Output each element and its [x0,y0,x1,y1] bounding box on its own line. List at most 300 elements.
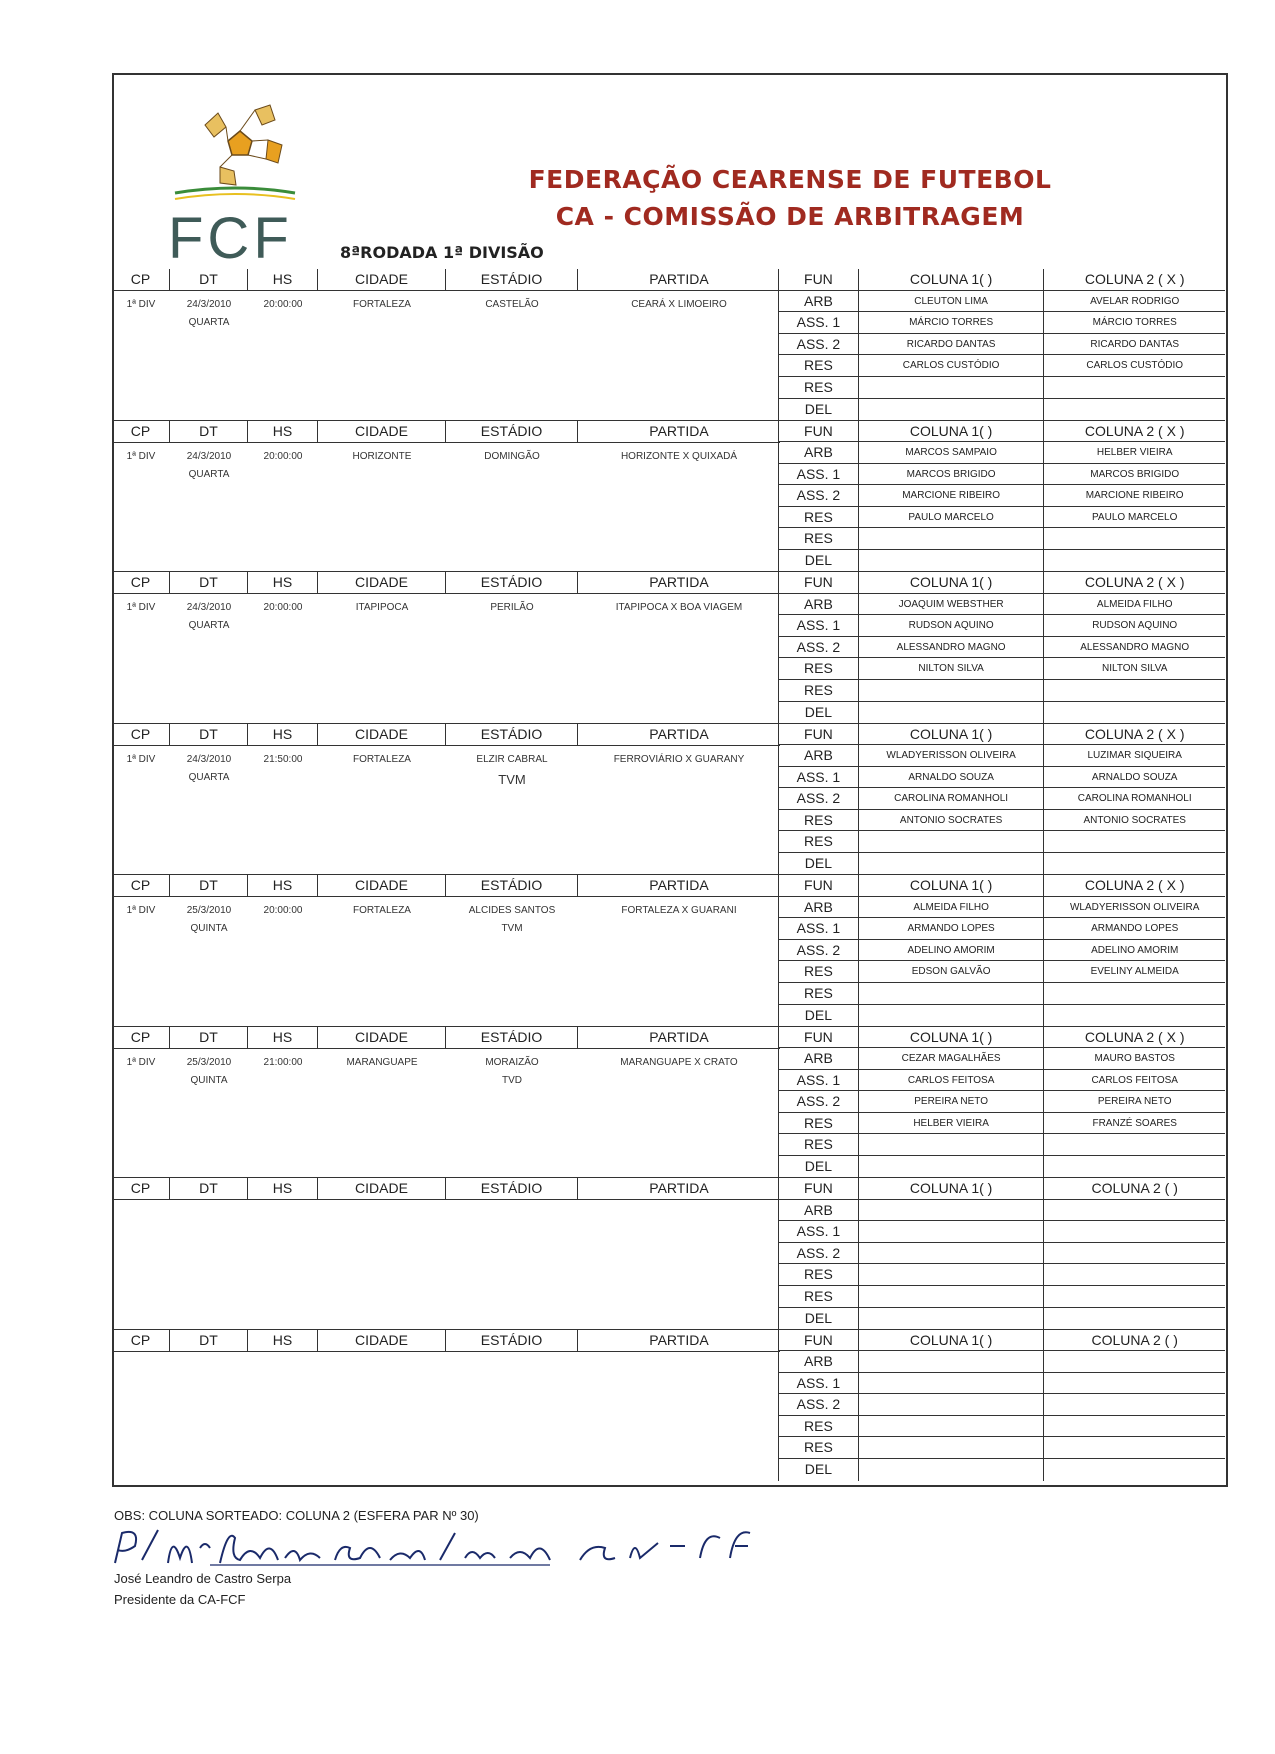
header-cp: CP [112,1330,170,1351]
header-fun: FUN [779,1330,859,1351]
header-coluna-1: COLUNA 1( ) [859,1330,1045,1351]
match-stadium: ALCIDES SANTOS [468,905,556,916]
match-header-row [112,1178,780,1200]
header-partida: PARTIDA [649,1180,709,1196]
header-coluna-2: COLUNA 2 ( X ) [1084,422,1185,439]
match-header-row [112,421,780,443]
header-hs: HS [248,1330,318,1351]
coluna-1-referee: MARCIONE RIBEIRO [859,485,1045,506]
coluna-1-referee: CAROLINA ROMANHOLI [859,788,1045,809]
referee-header-row [779,1178,1225,1200]
referee-row [779,355,1225,377]
referee-row [779,1243,1225,1265]
referee-table [778,269,1225,420]
referee-row [779,831,1225,853]
coluna-2-referee: HELBER VIEIRA [1096,447,1173,459]
header-cidade: CIDADE [318,572,446,593]
referee-row [779,810,1225,832]
coluna-2-referee [1044,983,1225,1004]
function-label: ARB [779,1200,859,1221]
referee-row [779,291,1225,313]
referee-row [779,1264,1225,1286]
function-label: RES [779,1264,859,1285]
header-fun: FUN [779,1178,859,1199]
referee-row [779,550,1225,572]
coluna-1-referee: ALMEIDA FILHO [859,897,1045,918]
coluna-1-referee: PAULO MARCELO [859,507,1045,528]
function-label: RES [779,983,859,1004]
function-label: DEL [779,853,859,875]
match-block [112,421,1225,573]
coluna-1-referee: WLADYERISSON OLIVEIRA [859,745,1045,766]
coluna-2-referee [1044,1264,1225,1285]
coluna-2-referee [1044,831,1225,852]
coluna-2-referee [1044,1373,1225,1394]
referee-header-row [779,875,1225,897]
coluna-2-referee: NILTON SILVA [1102,663,1168,675]
coluna-1-referee [859,1286,1045,1307]
coluna-1-referee [859,1394,1045,1415]
coluna-2-referee [1044,1437,1225,1458]
coluna-2-referee [1044,702,1225,724]
referee-row [779,658,1225,680]
coluna-2-referee: ARMANDO LOPES [1091,923,1179,935]
function-label: ASS. 1 [779,464,859,485]
header-fun: FUN [779,875,859,896]
coluna-2-referee [1044,1351,1225,1372]
match-block [112,1178,1225,1330]
referee-row [779,940,1225,962]
match-time: 21:50:00 [263,753,303,765]
header-partida: PARTIDA [649,271,709,287]
coluna-1-referee: RUDSON AQUINO [859,615,1045,636]
coluna-2-referee: MÁRCIO TORRES [1092,317,1177,329]
header-estadio: ESTÁDIO [446,269,578,290]
coluna-1-referee: HELBER VIEIRA [859,1113,1045,1134]
match-header-row [112,1330,780,1352]
logo-text: FCF [168,206,293,271]
coluna-1-referee [859,1351,1045,1372]
function-label: ASS. 1 [779,918,859,939]
function-label: RES [779,355,859,376]
coluna-2-referee: EVELINY ALMEIDA [1090,966,1179,978]
header-hs: HS [248,1027,318,1048]
match-cp: 1ª DIV [126,905,156,916]
coluna-1-referee [859,702,1045,724]
coluna-2-referee [1044,1394,1225,1415]
coluna-2-referee [1044,1221,1225,1242]
referee-row [779,1048,1225,1070]
match-time: 20:00:00 [263,299,303,310]
match-cp: 1ª DIV [126,602,156,613]
function-label: ARB [779,442,859,463]
header-coluna-2: COLUNA 2 ( X ) [1084,877,1185,893]
function-label: DEL [779,702,859,724]
referee-table [778,572,1225,723]
referee-row [779,1416,1225,1438]
coluna-1-referee: NILTON SILVA [859,658,1045,679]
coluna-2-referee [1044,528,1225,549]
header-coluna-1: COLUNA 1( ) [859,724,1045,745]
referee-table [778,1027,1225,1178]
header-estadio: ESTÁDIO [446,1027,578,1048]
header-coluna-2: COLUNA 2 ( ) [1091,1180,1178,1196]
match-teams: MARANGUAPE X CRATO [620,1056,738,1068]
match-teams: FORTALEZA X GUARANI [621,905,737,916]
coluna-1-referee: ARMANDO LOPES [859,918,1045,939]
function-label: ASS. 2 [779,788,859,809]
match-time: 20:00:00 [263,905,303,916]
function-label: RES [779,1286,859,1307]
coluna-2-referee: FRANZÉ SOARES [1092,1117,1177,1129]
coluna-2-referee [1044,1005,1225,1027]
header-coluna-2: COLUNA 2 ( X ) [1084,1028,1185,1045]
header-coluna-2: COLUNA 2 ( ) [1091,1331,1178,1348]
match-stadium: PERILÃO [490,602,534,613]
function-label: RES [779,377,859,398]
function-label: ASS. 1 [779,615,859,636]
header-coluna-2: COLUNA 2 ( X ) [1084,271,1185,287]
header-dt: DT [170,421,248,442]
referee-row [779,1394,1225,1416]
match-header-row [112,1027,780,1049]
round-label: 8ªRODADA 1ª DIVISÃO [340,243,544,262]
coluna-2-referee: PAULO MARCELO [1092,511,1178,523]
match-date: 24/3/2010 [186,753,232,765]
match-block [112,269,1225,421]
header-estadio: ESTÁDIO [446,1178,578,1199]
match-teams: CEARÁ X LIMOEIRO [631,299,727,310]
match-time: 20:00:00 [263,450,303,462]
match-teams: FERROVIÁRIO X GUARANY [613,753,745,765]
match-day: QUARTA [188,468,230,480]
match-header-row [112,724,780,746]
coluna-1-referee: MARCOS SAMPAIO [859,442,1045,463]
header-fun: FUN [779,572,859,593]
referee-row [779,377,1225,399]
referee-row [779,464,1225,486]
coluna-1-referee: PEREIRA NETO [859,1091,1045,1112]
coluna-2-referee: ANTONIO SOCRATES [1083,814,1186,826]
coluna-2-referee [1044,1416,1225,1437]
match-date: 25/3/2010 [186,905,232,916]
coluna-2-referee: MARCIONE RIBEIRO [1085,490,1184,502]
coluna-1-referee [859,1243,1045,1264]
function-label: DEL [779,1005,859,1027]
function-label: RES [779,1416,859,1437]
header-fun: FUN [779,421,859,442]
coluna-1-referee: MÁRCIO TORRES [859,312,1045,333]
coluna-1-referee: CARLOS CUSTÓDIO [859,355,1045,376]
referee-row [779,853,1225,875]
coluna-1-referee [859,1005,1045,1027]
referee-row [779,1005,1225,1027]
coluna-1-referee [859,1308,1045,1330]
header-estadio: ESTÁDIO [446,724,578,745]
coluna-2-referee [1044,399,1225,421]
coluna-1-referee [859,1459,1045,1481]
match-stadium: MORAIZÃO [485,1056,539,1068]
referee-row [779,1113,1225,1135]
coluna-1-referee: RICARDO DANTAS [859,334,1045,355]
referee-row [779,615,1225,637]
coluna-2-referee [1044,853,1225,875]
header-fun: FUN [779,1027,859,1048]
header-fun: FUN [779,724,859,745]
coluna-1-referee [859,1134,1045,1155]
signer-name: José Leandro de Castro Serpa [114,1571,292,1586]
referee-row [779,1156,1225,1178]
match-broadcast: TVM [501,923,523,934]
match-day: QUINTA [190,1074,228,1086]
header-dt: DT [170,269,248,290]
header-cp: CP [112,421,170,442]
function-label: RES [779,507,859,528]
function-label: DEL [779,1459,859,1481]
referee-header-row [779,1330,1225,1352]
function-label: ARB [779,291,859,312]
match-stadium: ELZIR CABRAL [476,753,548,765]
observation-note: OBS: COLUNA SORTEADO: COLUNA 2 (ESFERA PAR Nº 30) [114,1508,479,1523]
coluna-2-referee: MAURO BASTOS [1094,1053,1175,1065]
referee-row [779,1308,1225,1330]
referee-row [779,528,1225,550]
match-cp: 1ª DIV [126,299,156,310]
match-header-row [112,572,780,594]
match-block [112,1330,1225,1482]
function-label: ARB [779,745,859,766]
coluna-2-referee: ARNALDO SOUZA [1091,771,1178,783]
coluna-2-referee [1044,1308,1225,1330]
page-subtitle: CA - COMISSÃO DE ARBITRAGEM [555,202,1025,231]
coluna-2-referee [1044,1200,1225,1221]
handwritten-signature [110,1518,790,1578]
coluna-1-referee: ARNALDO SOUZA [859,767,1045,788]
function-label: ASS. 1 [779,1373,859,1394]
match-block [112,572,1225,724]
signer-title: Presidente da CA-FCF [114,1592,246,1607]
coluna-1-referee [859,377,1045,398]
function-label: RES [779,810,859,831]
match-time: 21:00:00 [263,1056,303,1068]
header-hs: HS [248,724,318,745]
header-partida: PARTIDA [649,574,709,590]
function-label: ASS. 1 [779,767,859,788]
header-cp: CP [112,269,170,290]
header-coluna-1: COLUNA 1( ) [859,1027,1045,1048]
header-coluna-2: COLUNA 2 ( X ) [1084,725,1185,742]
coluna-1-referee [859,1221,1045,1242]
match-broadcast: TVD [502,1074,522,1086]
function-label: ASS. 2 [779,1394,859,1415]
match-block [112,1027,1225,1179]
referee-row [779,399,1225,421]
referee-row [779,507,1225,529]
header-partida: PARTIDA [649,725,709,742]
match-day: QUARTA [188,771,230,783]
coluna-2-referee [1044,680,1225,701]
coluna-1-referee [859,1264,1045,1285]
function-label: RES [779,1113,859,1134]
coluna-1-referee: MARCOS BRIGIDO [859,464,1045,485]
referee-table [778,1330,1225,1481]
coluna-2-referee: CARLOS FEITOSA [1091,1074,1178,1086]
coluna-1-referee [859,1373,1045,1394]
function-label: ASS. 2 [779,637,859,658]
coluna-1-referee: EDSON GALVÃO [859,961,1045,982]
match-city: ITAPIPOCA [355,602,409,613]
function-label: RES [779,831,859,852]
header-coluna-1: COLUNA 1( ) [859,572,1045,593]
function-label: RES [779,680,859,701]
match-teams: ITAPIPOCA X BOA VIAGEM [615,602,743,613]
match-teams: HORIZONTE X QUIXADÁ [620,450,738,462]
header-coluna-1: COLUNA 1( ) [859,269,1045,290]
header-dt: DT [170,1178,248,1199]
header-hs: HS [248,572,318,593]
header-dt: DT [170,1027,248,1048]
function-label: ARB [779,897,859,918]
header-coluna-1: COLUNA 1( ) [859,421,1045,442]
coluna-2-referee: ADELINO AMORIM [1091,944,1179,956]
header-partida: PARTIDA [649,877,709,893]
coluna-1-referee [859,1156,1045,1178]
coluna-2-referee: WLADYERISSON OLIVEIRA [1069,901,1200,913]
coluna-2-referee: CARLOS CUSTÓDIO [1086,360,1184,372]
function-label: DEL [779,550,859,572]
coluna-2-referee: PEREIRA NETO [1097,1096,1172,1108]
coluna-2-referee: ALESSANDRO MAGNO [1080,641,1190,653]
coluna-2-referee: RICARDO DANTAS [1090,338,1180,350]
function-label: ASS. 2 [779,334,859,355]
referee-row [779,1070,1225,1092]
match-city: FORTALEZA [353,299,411,310]
header-hs: HS [248,421,318,442]
coluna-1-referee [859,1200,1045,1221]
referee-row [779,918,1225,940]
function-label: RES [779,528,859,549]
header-partida: PARTIDA [649,1331,709,1348]
match-stadium: DOMINGÃO [484,450,540,462]
header-cp: CP [112,724,170,745]
header-coluna-1: COLUNA 1( ) [859,1178,1045,1199]
header-cp: CP [112,572,170,593]
match-cp: 1ª DIV [126,450,156,462]
match-city: HORIZONTE [352,450,412,462]
function-label: RES [779,658,859,679]
coluna-2-referee: MARCOS BRIGIDO [1090,468,1180,480]
match-broadcast: TVM [498,771,526,787]
match-day: QUARTA [188,317,230,328]
header-cidade: CIDADE [318,1027,446,1048]
referee-header-row [779,1027,1225,1049]
referee-header-row [779,269,1225,291]
match-time: 20:00:00 [263,602,303,613]
function-label: ASS. 2 [779,485,859,506]
match-block [112,724,1225,876]
header-estadio: ESTÁDIO [446,421,578,442]
function-label: RES [779,961,859,982]
header-cidade: CIDADE [318,875,446,896]
coluna-2-referee [1044,1459,1225,1481]
header-hs: HS [248,875,318,896]
coluna-1-referee [859,550,1045,572]
match-city: FORTALEZA [353,753,411,765]
coluna-1-referee: CEZAR MAGALHÃES [859,1048,1045,1069]
header-dt: DT [170,1330,248,1351]
header-dt: DT [170,724,248,745]
coluna-1-referee [859,680,1045,701]
header-cidade: CIDADE [318,1178,446,1199]
coluna-2-referee: LUZIMAR SIQUEIRA [1087,750,1182,762]
coluna-1-referee [859,1416,1045,1437]
header-estadio: ESTÁDIO [446,1330,578,1351]
referee-row [779,897,1225,919]
header-cidade: CIDADE [318,421,446,442]
coluna-1-referee: ALESSANDRO MAGNO [859,637,1045,658]
referee-row [779,745,1225,767]
referee-row [779,594,1225,616]
coluna-1-referee [859,831,1045,852]
coluna-1-referee: ANTONIO SOCRATES [859,810,1045,831]
match-block [112,875,1225,1027]
header-cidade: CIDADE [318,1330,446,1351]
coluna-1-referee [859,983,1045,1004]
referee-row [779,334,1225,356]
function-label: RES [779,1437,859,1458]
header-cp: CP [112,875,170,896]
function-label: DEL [779,1308,859,1330]
coluna-2-referee [1044,1156,1225,1178]
coluna-1-referee [859,1437,1045,1458]
referee-table [778,421,1225,572]
referee-row [779,1286,1225,1308]
coluna-2-referee [1044,377,1225,398]
referee-header-row [779,421,1225,443]
header-estadio: ESTÁDIO [446,875,578,896]
referee-row [779,1351,1225,1373]
referee-row [779,983,1225,1005]
referee-row [779,637,1225,659]
coluna-1-referee: CLEUTON LIMA [859,291,1045,312]
referee-row [779,961,1225,983]
coluna-1-referee: CARLOS FEITOSA [859,1070,1045,1091]
header-hs: HS [248,1178,318,1199]
referee-row [779,1091,1225,1113]
header-dt: DT [170,572,248,593]
coluna-2-referee [1044,1243,1225,1264]
function-label: ARB [779,1048,859,1069]
schedule-table [112,269,1225,1481]
coluna-2-referee: CAROLINA ROMANHOLI [1077,793,1192,805]
coluna-1-referee: JOAQUIM WEBSTHER [859,594,1045,615]
referee-row [779,1200,1225,1222]
coluna-2-referee: ALMEIDA FILHO [1096,598,1173,610]
match-cp: 1ª DIV [126,753,156,765]
referee-row [779,442,1225,464]
header-estadio: ESTÁDIO [446,572,578,593]
coluna-2-referee [1044,1134,1225,1155]
coluna-1-referee [859,528,1045,549]
referee-header-row [779,572,1225,594]
referee-row [779,1373,1225,1395]
match-city: MARANGUAPE [346,1056,418,1068]
referee-row [779,1134,1225,1156]
coluna-2-referee: RUDSON AQUINO [1092,620,1178,632]
match-day: QUINTA [190,923,228,934]
referee-row [779,788,1225,810]
function-label: ASS. 2 [779,1091,859,1112]
